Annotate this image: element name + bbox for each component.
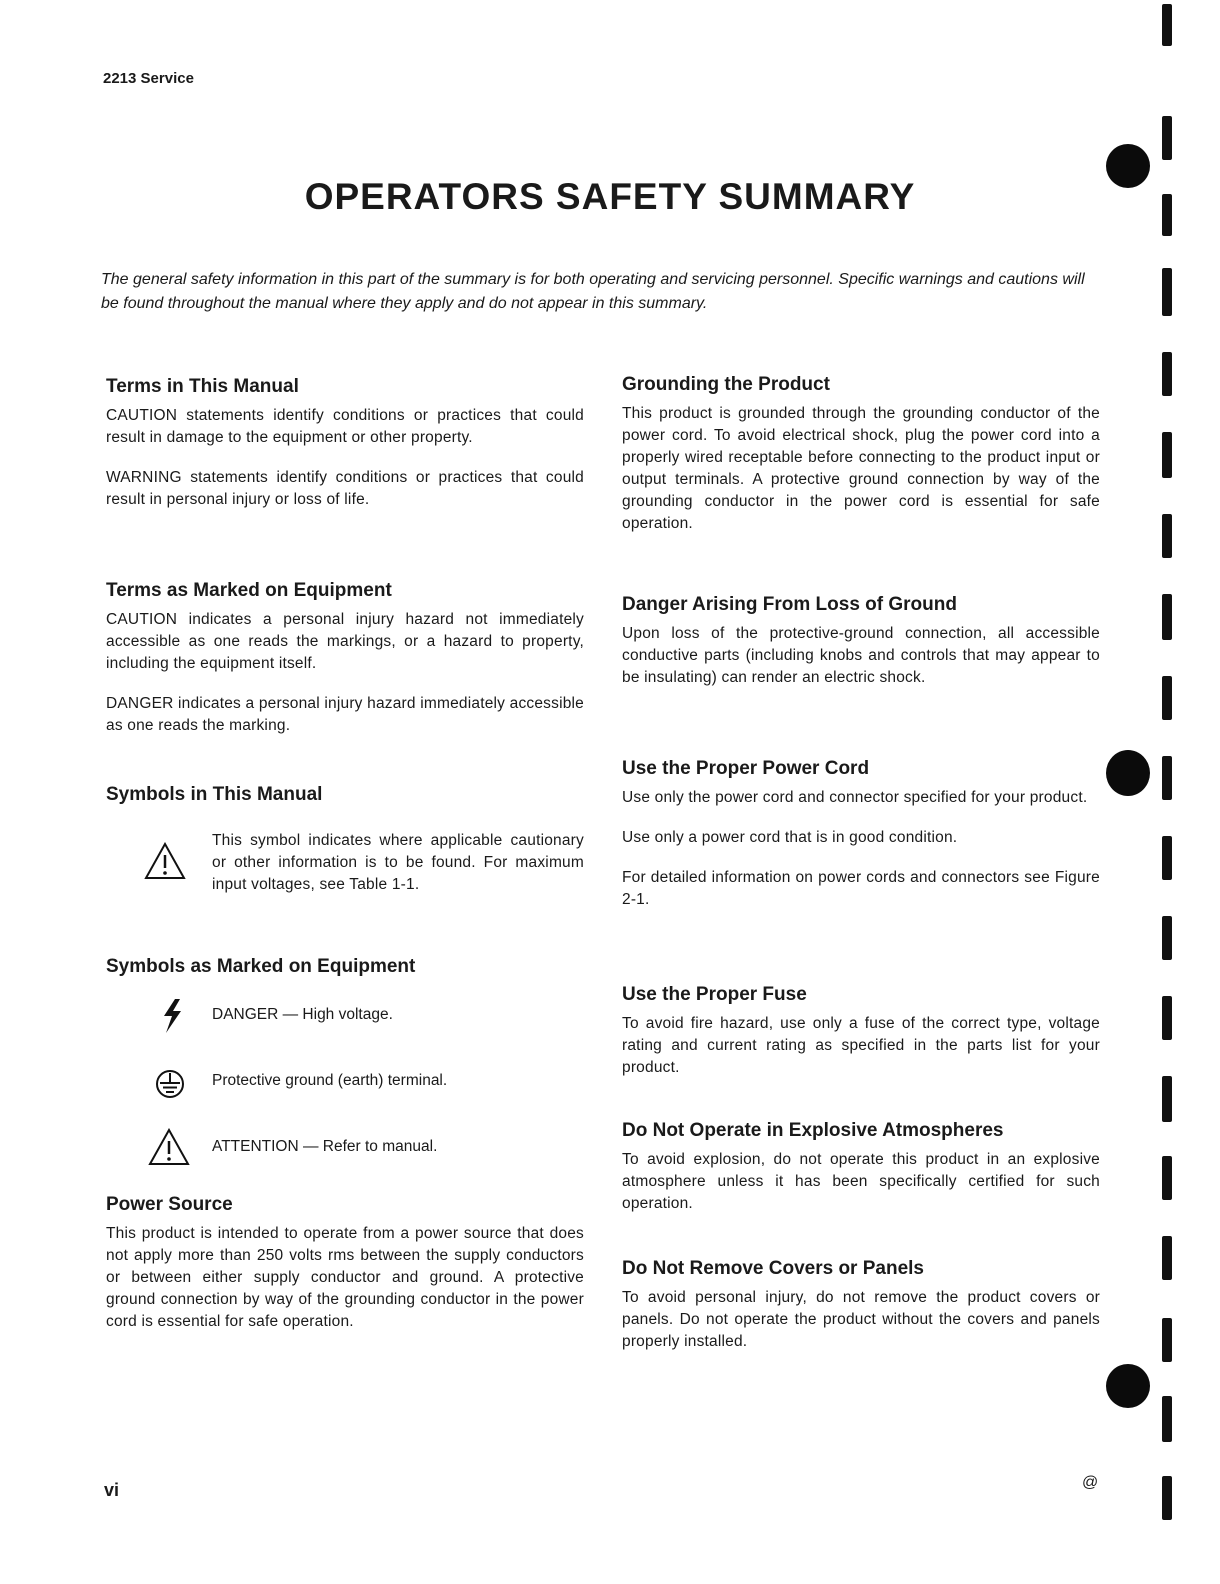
binding-bar	[1162, 1396, 1172, 1442]
section-heading: Danger Arising From Loss of Ground	[622, 594, 957, 615]
page-number: vi	[104, 1480, 120, 1500]
symbol-row-high-voltage	[106, 998, 584, 1064]
intro-paragraph: The general safety information in this part of the summary is for both operating and servicing personnel. Specific warnings and cautions will be found throughout the manual where they apply and do not appear in this summary.	[101, 271, 1085, 312]
binding-bar	[1162, 916, 1172, 960]
section-covers-panels	[622, 1258, 1100, 1371]
section-heading: Terms in This Manual	[106, 376, 299, 397]
binding-bar	[1162, 676, 1172, 720]
binding-bar	[1162, 432, 1172, 478]
section-heading: Symbols as Marked on Equipment	[106, 956, 416, 977]
binding-strip	[1156, 0, 1186, 1584]
power-cord-text: Use only the power cord and connector specified for your product.	[622, 789, 1088, 806]
symbol-description	[106, 830, 584, 926]
section-terms-on-equipment	[106, 580, 584, 755]
section-heading: Do Not Operate in Explosive Atmospheres	[622, 1120, 1004, 1141]
section-fuse	[622, 984, 1100, 1097]
binding-bar	[1162, 116, 1172, 160]
binding-bar	[1162, 514, 1172, 558]
symbol-label: Protective ground (earth) terminal.	[212, 1072, 448, 1089]
section-explosive-atmospheres	[622, 1120, 1100, 1233]
warning-statement: WARNING statements identify conditions or practices that could result in personal injury or loss of life.	[106, 469, 584, 508]
danger-statement: DANGER indicates a personal injury hazard immediately accessible as one reads the marking.	[106, 695, 585, 734]
binding-bar	[1162, 1076, 1172, 1122]
section-grounding	[622, 374, 1100, 553]
binding-bar	[1162, 4, 1172, 46]
section-power-cord	[622, 758, 1100, 929]
section-heading: Grounding the Product	[622, 374, 830, 395]
grounding-text: This product is grounded through the grounding conductor of the power cord. To avoid electrical shock, plug the power cord into a properly wired receptable before connecting to the product input or output terminals. A protective ground connection by way of the grounding conductor in the power cord is essential for safe operation.	[622, 405, 1100, 532]
section-heading: Use the Proper Power Cord	[622, 758, 870, 779]
punch-hole	[1106, 750, 1150, 796]
protective-ground-icon	[154, 1068, 186, 1105]
binding-bar	[1162, 1156, 1172, 1200]
page-title: OPERATORS SAFETY SUMMARY	[304, 176, 916, 217]
power-cord-reference: For detailed information on power cords and connectors see Figure 2-1.	[622, 869, 1100, 908]
warning-triangle-icon	[144, 842, 186, 885]
binding-bar	[1162, 268, 1172, 316]
section-symbols-on-equipment	[106, 956, 584, 1196]
section-symbols-in-manual	[106, 784, 584, 926]
covers-text: To avoid personal injury, do not remove the product covers or panels. Do not operate the product without the covers and panels properly installed.	[622, 1289, 1100, 1350]
binding-bar	[1162, 1236, 1172, 1280]
power-cord-condition: Use only a power cord that is in good condition.	[622, 829, 958, 846]
punch-hole	[1106, 144, 1150, 188]
symbol-label: ATTENTION — Refer to manual.	[212, 1138, 438, 1155]
symbol-label: DANGER — High voltage.	[212, 1006, 393, 1023]
section-heading: Use the Proper Fuse	[622, 984, 807, 1005]
fuse-text: To avoid fire hazard, use only a fuse of the correct type, voltage rating and current rating as specified in the parts list for your product.	[622, 1015, 1100, 1076]
warning-triangle-icon	[148, 1128, 190, 1171]
lightning-bolt-icon	[160, 998, 184, 1039]
binding-bar	[1162, 594, 1172, 640]
explosive-text: To avoid explosion, do not operate this product in an explosive atmosphere unless it has been specifically certified for such operation.	[622, 1151, 1100, 1212]
caution-statement: CAUTION indicates a personal injury hazard not immediately accessible as one reads the markings, or a hazard to property, including the equipment itself.	[106, 611, 584, 672]
symbol-row-attention	[106, 1130, 584, 1196]
power-source-text: This product is intended to operate from a power source that does not apply more than 250 volts rms between the supply conductors or between either supply conductor and ground. A protective ground connection by way of the grounding conductor in the power cord is essential for safe operation.	[106, 1225, 584, 1330]
binding-bar	[1162, 194, 1172, 236]
symbol-row-ground	[106, 1064, 584, 1130]
footer-mark: @	[1082, 1474, 1099, 1491]
symbol-text: This symbol indicates where applicable cautionary or other information is to be found. For maximum input voltages, see Table 1-1.	[212, 832, 584, 893]
section-heading: Power Source	[106, 1194, 233, 1215]
binding-bar	[1162, 352, 1172, 396]
section-terms-in-manual	[106, 376, 584, 529]
loss-of-ground-text: Upon loss of the protective-ground connection, all accessible conductive parts (including knobs and controls that may appear to be insulating) can render an electric shock.	[622, 625, 1100, 686]
section-power-source	[106, 1194, 584, 1351]
caution-statement: CAUTION statements identify conditions or practices that could result in damage to the equipment or other property.	[106, 407, 584, 446]
section-heading: Terms as Marked on Equipment	[106, 580, 392, 601]
binding-bar	[1162, 1318, 1172, 1362]
binding-bar	[1162, 836, 1172, 880]
binding-bar	[1162, 756, 1172, 800]
binding-bar	[1162, 996, 1172, 1040]
page-header: 2213 Service	[103, 70, 194, 87]
punch-hole	[1106, 1364, 1150, 1408]
section-heading: Do Not Remove Covers or Panels	[622, 1258, 924, 1279]
binding-bar	[1162, 1476, 1172, 1520]
section-heading: Symbols in This Manual	[106, 784, 323, 805]
section-loss-of-ground	[622, 594, 1100, 707]
